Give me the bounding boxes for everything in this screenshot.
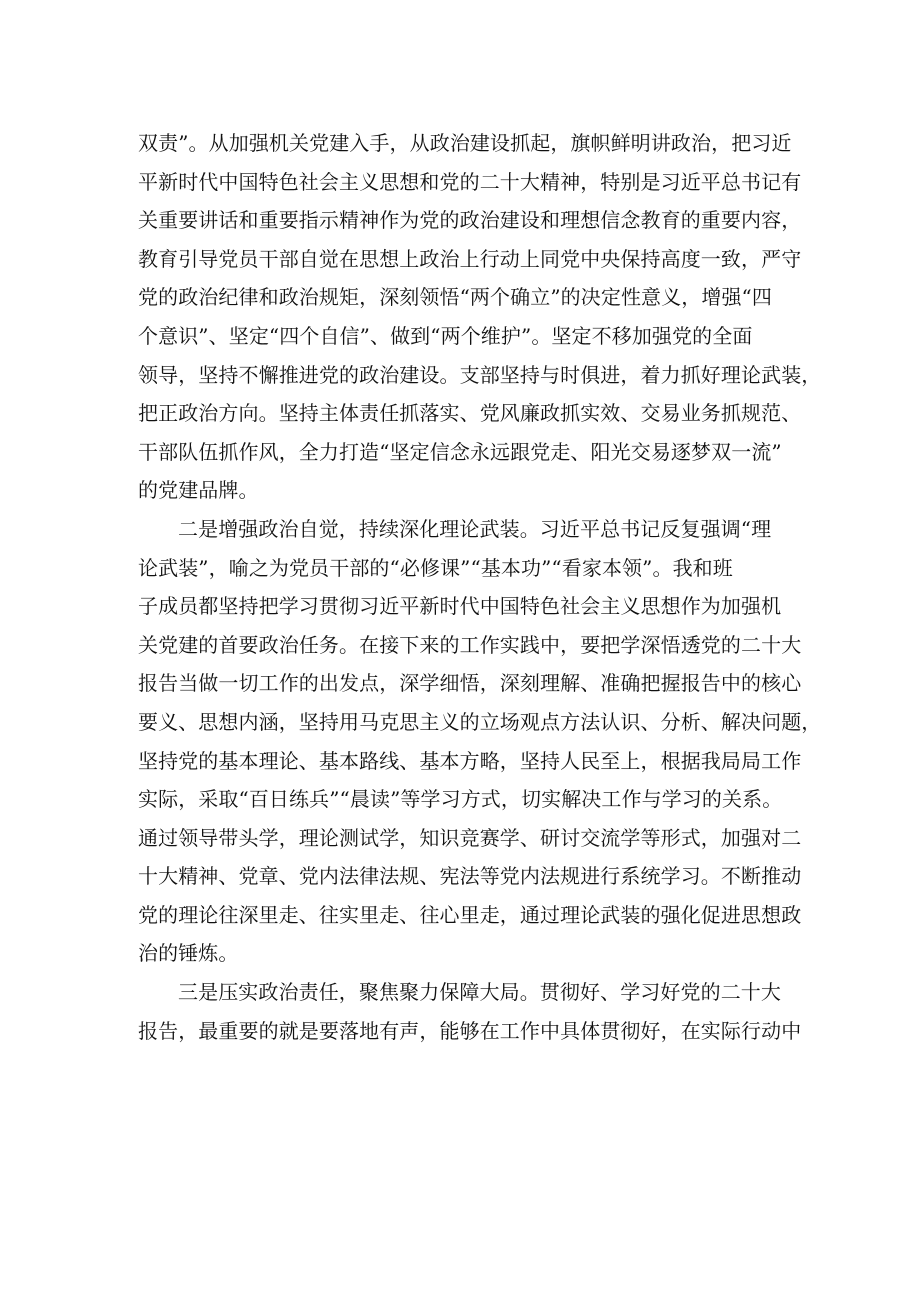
text-line: 的党建品牌。	[138, 478, 259, 503]
text-line: 十大精神、党章、党内法律法规、宪法等党内法规进行系统学习。不断推动	[138, 864, 802, 889]
text-line: 通过领导带头学，理论测试学，知识竞赛学、研讨交流学等形式，加强对二	[138, 825, 802, 850]
text-line: 坚持党的基本理论、基本路线、基本方略，坚持人民至上，根据我局局工作	[138, 748, 802, 773]
text-line: 个意识”、坚定“四个自信”、做到“两个维护”。坚定不移加强党的全面	[138, 323, 753, 348]
text-line: 领导，坚持不懈推进党的政治建设。支部坚持与时俱进，着力抓好理论武装，	[138, 362, 822, 387]
text-line: 治的锤炼。	[138, 941, 239, 966]
paragraph	[138, 973, 802, 1050]
text-line: 双责”。从加强机关党建入手，从政治建设抓起，旗帜鲜明讲政治，把习近	[138, 131, 792, 155]
text-line: 二是增强政治自觉，持续深化理论武装。习近平总书记反复强调“理	[178, 516, 772, 541]
text-line: 子成员都坚持把学习贯彻习近平新时代中国特色社会主义思想作为加强机	[138, 594, 782, 619]
text-line: 教育引导党员干部自觉在思想上政治上行动上同党中央保持高度一致，严守	[138, 246, 802, 271]
text-line: 把正政治方向。坚持主体责任抓落实、党风廉政抓实效、交易业务抓规范、	[138, 401, 802, 426]
text-line: 报告当做一切工作的出发点，深学细悟，深刻理解、准确把握报告中的核心	[138, 671, 802, 696]
text-line: 党的政治纪律和政治规矩，深刻领悟“两个确立”的决定性意义，增强“四	[138, 285, 772, 310]
paragraph	[138, 124, 822, 510]
text-line: 报告，最重要的就是要落地有声，能够在工作中具体贯彻好，在实际行动中	[138, 1018, 802, 1043]
text-line: 党的理论往深里走、往实里走、往心里走，通过理论武装的强化促进思想政	[138, 902, 802, 927]
text-line: 要义、思想内涵，坚持用马克思主义的立场观点方法认识、分析、解决问题，	[138, 709, 822, 734]
text-line: 平新时代中国特色社会主义思想和党的二十大精神，特别是习近平总书记有	[138, 169, 802, 194]
text-line: 关重要讲话和重要指示精神作为党的政治建设和理想信念教育的重要内容，	[138, 208, 802, 233]
paragraph	[138, 510, 822, 973]
text-line: 三是压实政治责任，聚焦聚力保障大局。贯彻好、学习好党的二十大	[178, 980, 781, 1005]
text-line: 论武装”，喻之为党员干部的“必修课”“基本功”“看家本领”。我和班	[138, 555, 733, 580]
document-body	[138, 124, 822, 1050]
text-line: 干部队伍抓作风，全力打造“坚定信念永远跟党走、阳光交易逐梦双一流”	[138, 439, 782, 464]
text-line: 实际，采取“百日练兵”“晨读”等学习方式，切实解决工作与学习的关系。	[138, 787, 783, 812]
text-line: 关党建的首要政治任务。在接下来的工作实践中，要把学深悟透党的二十大	[138, 632, 802, 657]
